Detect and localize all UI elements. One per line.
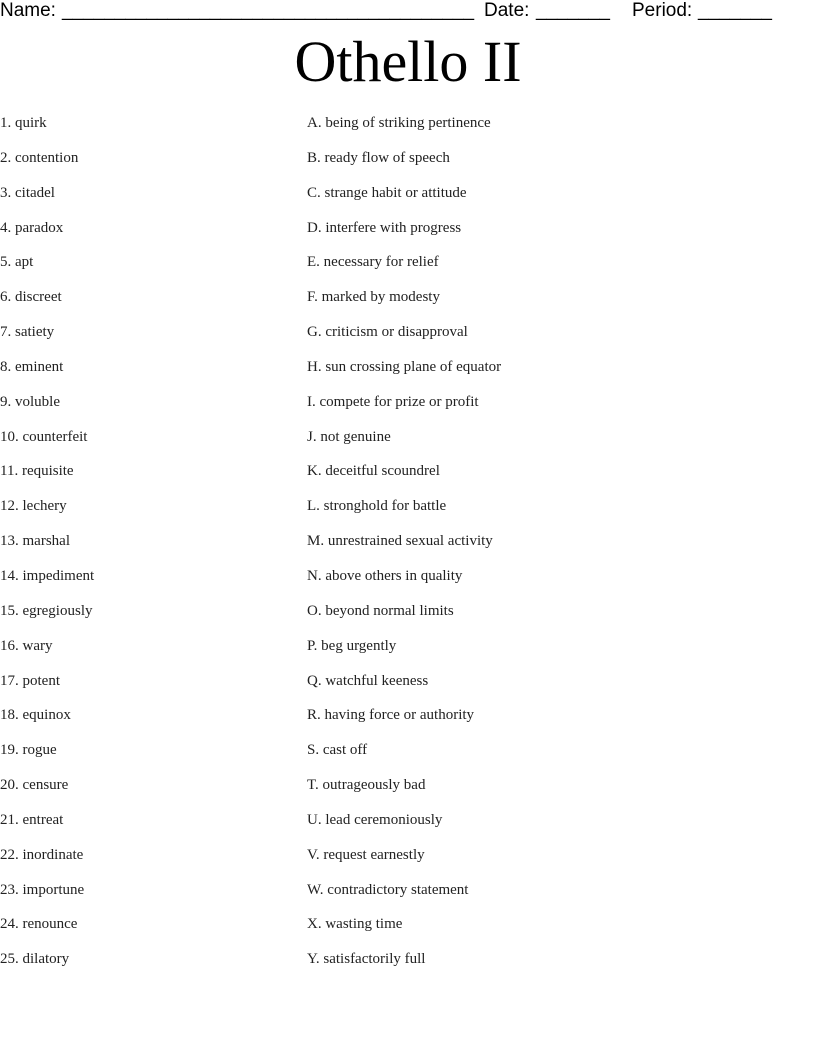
term-item: 13. marshal: [0, 533, 70, 550]
term-item: 22. inordinate: [0, 846, 84, 863]
date-blank: _______: [536, 0, 610, 21]
definitions-column: [307, 112, 787, 983]
definition-item: N. above others in quality: [307, 567, 463, 584]
term-item: 2. contention: [0, 149, 79, 166]
term-item: 21. entreat: [0, 811, 64, 828]
name-label: Name:: [0, 0, 56, 21]
definition-item: E. necessary for relief: [307, 254, 439, 271]
term-item: 19. rogue: [0, 742, 57, 759]
definition-item: C. strange habit or attitude: [307, 184, 467, 201]
definition-item: K. deceitful scoundrel: [307, 463, 440, 480]
term-item: 18. equinox: [0, 707, 71, 724]
definition-item: G. criticism or disapproval: [307, 324, 468, 341]
term-item: 23. importune: [0, 881, 85, 898]
worksheet-title: Othello II: [294, 29, 522, 94]
term-item: 1. quirk: [0, 115, 47, 131]
term-item: 12. lechery: [0, 498, 67, 515]
definition-item: I. compete for prize or profit: [307, 393, 479, 410]
definition-item: O. beyond normal limits: [307, 602, 454, 619]
definition-item: Q. watchful keeness: [307, 672, 429, 689]
definition-item: B. ready flow of speech: [307, 149, 450, 166]
term-item: 16. wary: [0, 637, 53, 654]
definition-item: T. outrageously bad: [307, 777, 426, 794]
date-label: Date:: [484, 0, 530, 21]
term-item: 7. satiety: [0, 324, 55, 341]
worksheet-header: [0, 0, 816, 24]
definition-item: L. stronghold for battle: [307, 498, 447, 515]
term-item: 14. impediment: [0, 567, 95, 584]
period-blank: _______: [698, 0, 772, 21]
definition-item: Y. satisfactorily full: [307, 951, 426, 968]
definition-item: A. being of striking pertinence: [307, 115, 491, 131]
term-item: 25. dilatory: [0, 951, 70, 968]
definition-item: U. lead ceremoniously: [307, 811, 443, 828]
definition-item: F. marked by modesty: [307, 289, 440, 306]
definition-item: H. sun crossing plane of equator: [307, 358, 502, 375]
term-item: 3. citadel: [0, 184, 55, 201]
term-item: 5. apt: [0, 254, 34, 271]
term-item: 17. potent: [0, 672, 60, 689]
term-item: 15. egregiously: [0, 602, 93, 619]
definition-item: M. unrestrained sexual activity: [307, 533, 493, 550]
definition-item: V. request earnestly: [307, 846, 425, 863]
definition-item: W. contradictory statement: [307, 881, 469, 898]
definition-item: J. not genuine: [307, 428, 391, 445]
term-item: 6. discreet: [0, 289, 62, 306]
definition-item: R. having force or authority: [307, 707, 475, 724]
term-item: 11. requisite: [0, 463, 74, 480]
term-item: 10. counterfeit: [0, 428, 88, 445]
term-item: 4. paradox: [0, 219, 64, 236]
name-blank: _______________________________________: [62, 0, 475, 21]
term-item: 8. eminent: [0, 358, 64, 375]
definition-item: S. cast off: [307, 742, 368, 759]
term-item: 20. censure: [0, 777, 69, 794]
term-item: 24. renounce: [0, 916, 78, 933]
term-item: 9. voluble: [0, 393, 60, 410]
period-label: Period:: [632, 0, 693, 21]
definition-item: X. wasting time: [307, 916, 403, 933]
terms-column: [0, 112, 290, 983]
definition-item: P. beg urgently: [307, 637, 397, 654]
definition-item: D. interfere with progress: [307, 219, 462, 236]
